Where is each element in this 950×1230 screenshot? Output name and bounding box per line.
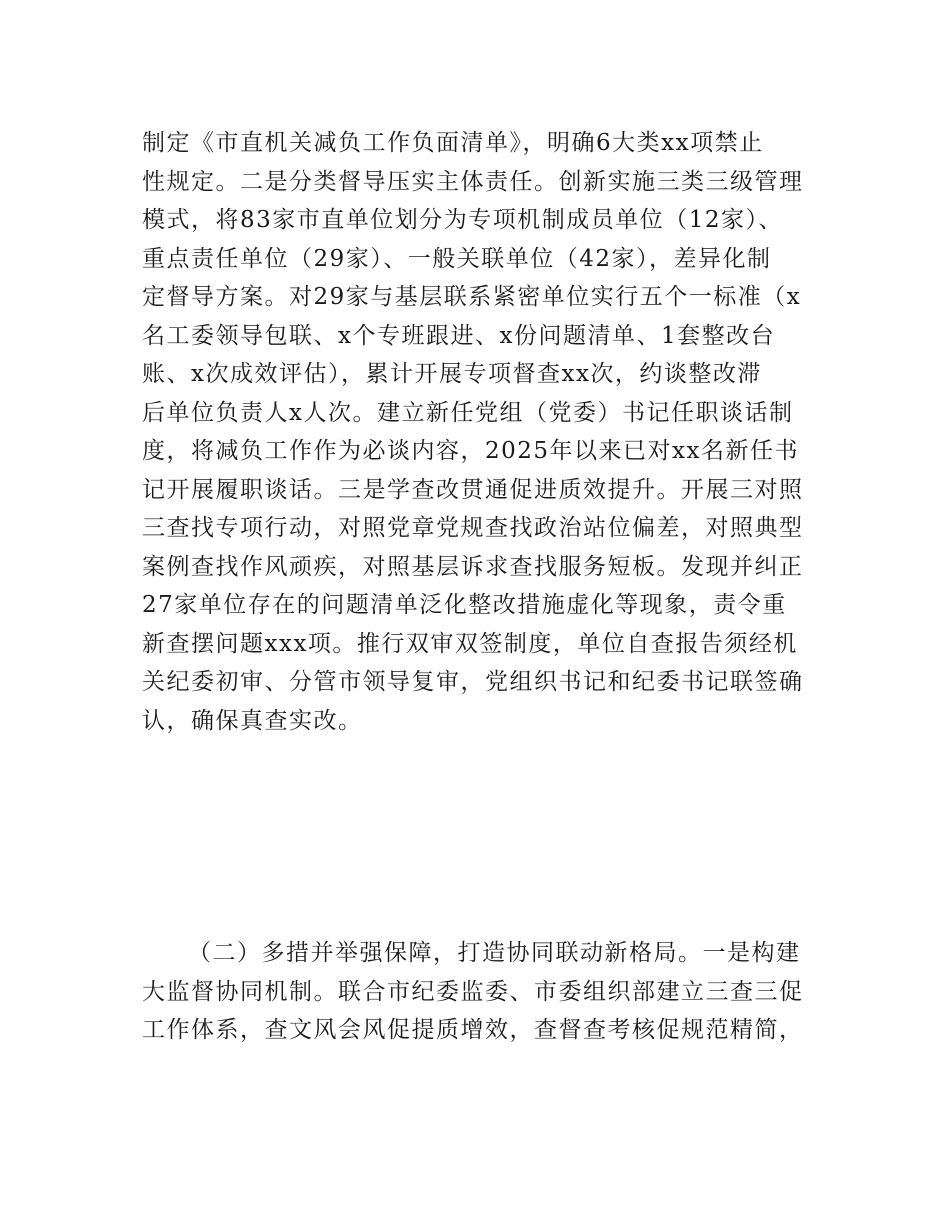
text-line: 账、x次成效评估），累计开展专项督查xx次，约谈整改滞 xyxy=(142,361,762,387)
text-line: 名工委领导包联、x个专班跟进、x份问题清单、1套整改台 xyxy=(142,322,776,349)
text-line: 记开展履职谈话。三是学查改贯通促进质效提升。开展三对照 xyxy=(142,476,804,503)
paragraph-2 xyxy=(142,934,822,1050)
text-line: 重点责任单位（29家）、一般关联单位（42家），差异化制 xyxy=(142,245,772,272)
text-line: 度，将减负工作作为必谈内容，2025年以来已对xx名新任书 xyxy=(142,438,799,464)
text-line: 后单位负责人x人次。建立新任党组（党委）书记任职谈话制 xyxy=(142,399,794,426)
text-line: 大监督协同机制。联合市纪委监委、市委组织部建立三查三促 xyxy=(142,978,804,1005)
text-line: 认，确保真查实改。 xyxy=(142,707,363,734)
text-line: 27家单位存在的问题清单泛化整改措施虚化等现象，责令重 xyxy=(142,592,787,618)
paragraph-1 xyxy=(142,124,822,740)
text-line: 定督导方案。对29家与基层联系紧密单位实行五个一标准（x xyxy=(142,284,802,310)
text-line: 三查找专项行动，对照党章党规查找政治站位偏差，对照典型 xyxy=(142,515,804,541)
text-line: （二）多措并举强保障，打造协同联动新格局。一是构建 xyxy=(188,940,801,966)
text-line: 新查摆问题xxx项。推行双审双签制度，单位自查报告须经机 xyxy=(142,630,798,657)
text-line: 模式，将83家市直单位划分为专项机制成员单位（12家）、 xyxy=(142,207,784,233)
text-line: 性规定。二是分类督导压实主体责任。创新实施三类三级管理 xyxy=(142,168,804,195)
text-line: 制定《市直机关减负工作负面清单》，明确6大类xx项禁止 xyxy=(142,130,764,156)
text-line: 案例查找作风顽疾，对照基层诉求查找服务短板。发现并纠正 xyxy=(142,553,804,580)
text-line: 关纪委初审、分管市领导复审，党组织书记和纪委书记联签确 xyxy=(142,669,804,695)
text-line: 工作体系，查文风会风促提质增效，查督查考核促规范精简， xyxy=(142,1017,804,1043)
